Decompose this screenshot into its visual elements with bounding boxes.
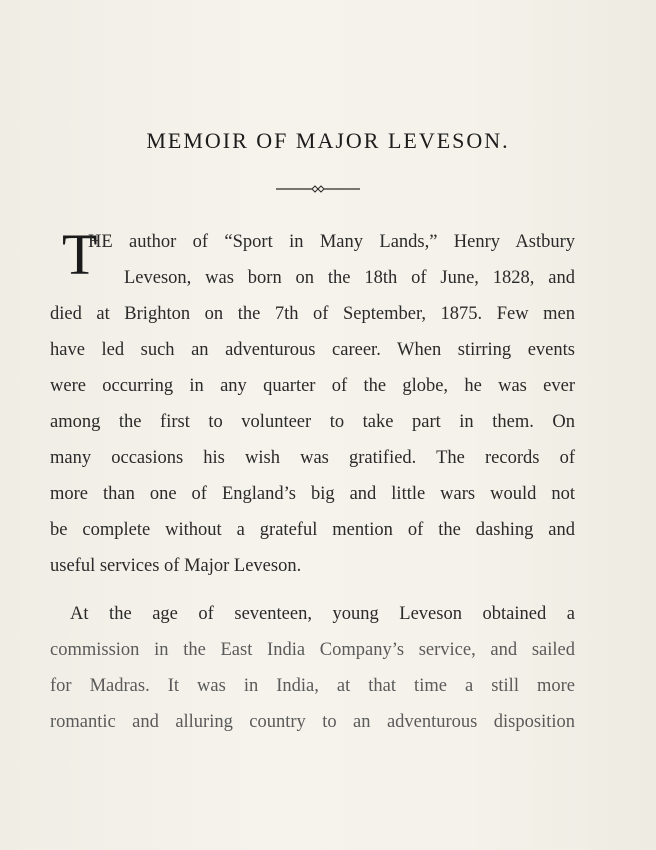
text-line: Leveson, was born on the 18th of June, 1828, and [124,268,575,288]
text-line: HE author of “Sport in Many Lands,” Henry Astbury [88,232,575,252]
text-line: more than one of England’s big and little wars would not [50,484,575,504]
text-line: At the age of seventeen, young Leveson obtained a [70,604,575,624]
text-line: commission in the East India Company’s service, and sailed [50,640,575,660]
drop-cap: T [62,222,98,287]
ornament-divider [276,183,360,195]
text-line: among the first to volunteer to take part in them. On [50,412,575,432]
text-line: romantic and alluring country to an adventurous disposition [50,712,575,732]
text-line: many occasions his wish was gratified. The records of [50,448,575,468]
text-line: died at Brighton on the 7th of September, 1875. Few men [50,304,575,324]
paragraph-1-opening [50,224,575,296]
text-line: useful services of Major Leveson. [50,556,302,576]
memoir-text [50,224,575,740]
text-line: be complete without a grateful mention of the dashing and [50,520,575,540]
text-line: were occurring in any quarter of the globe, he was ever [50,376,575,396]
page-title: MEMOIR OF MAJOR LEVESON. [146,128,510,153]
text-line: have led such an adventurous career. When stirring events [50,340,575,360]
paragraph-2 [50,596,575,740]
text-line: for Madras. It was in India, at that time a still more [50,676,575,696]
